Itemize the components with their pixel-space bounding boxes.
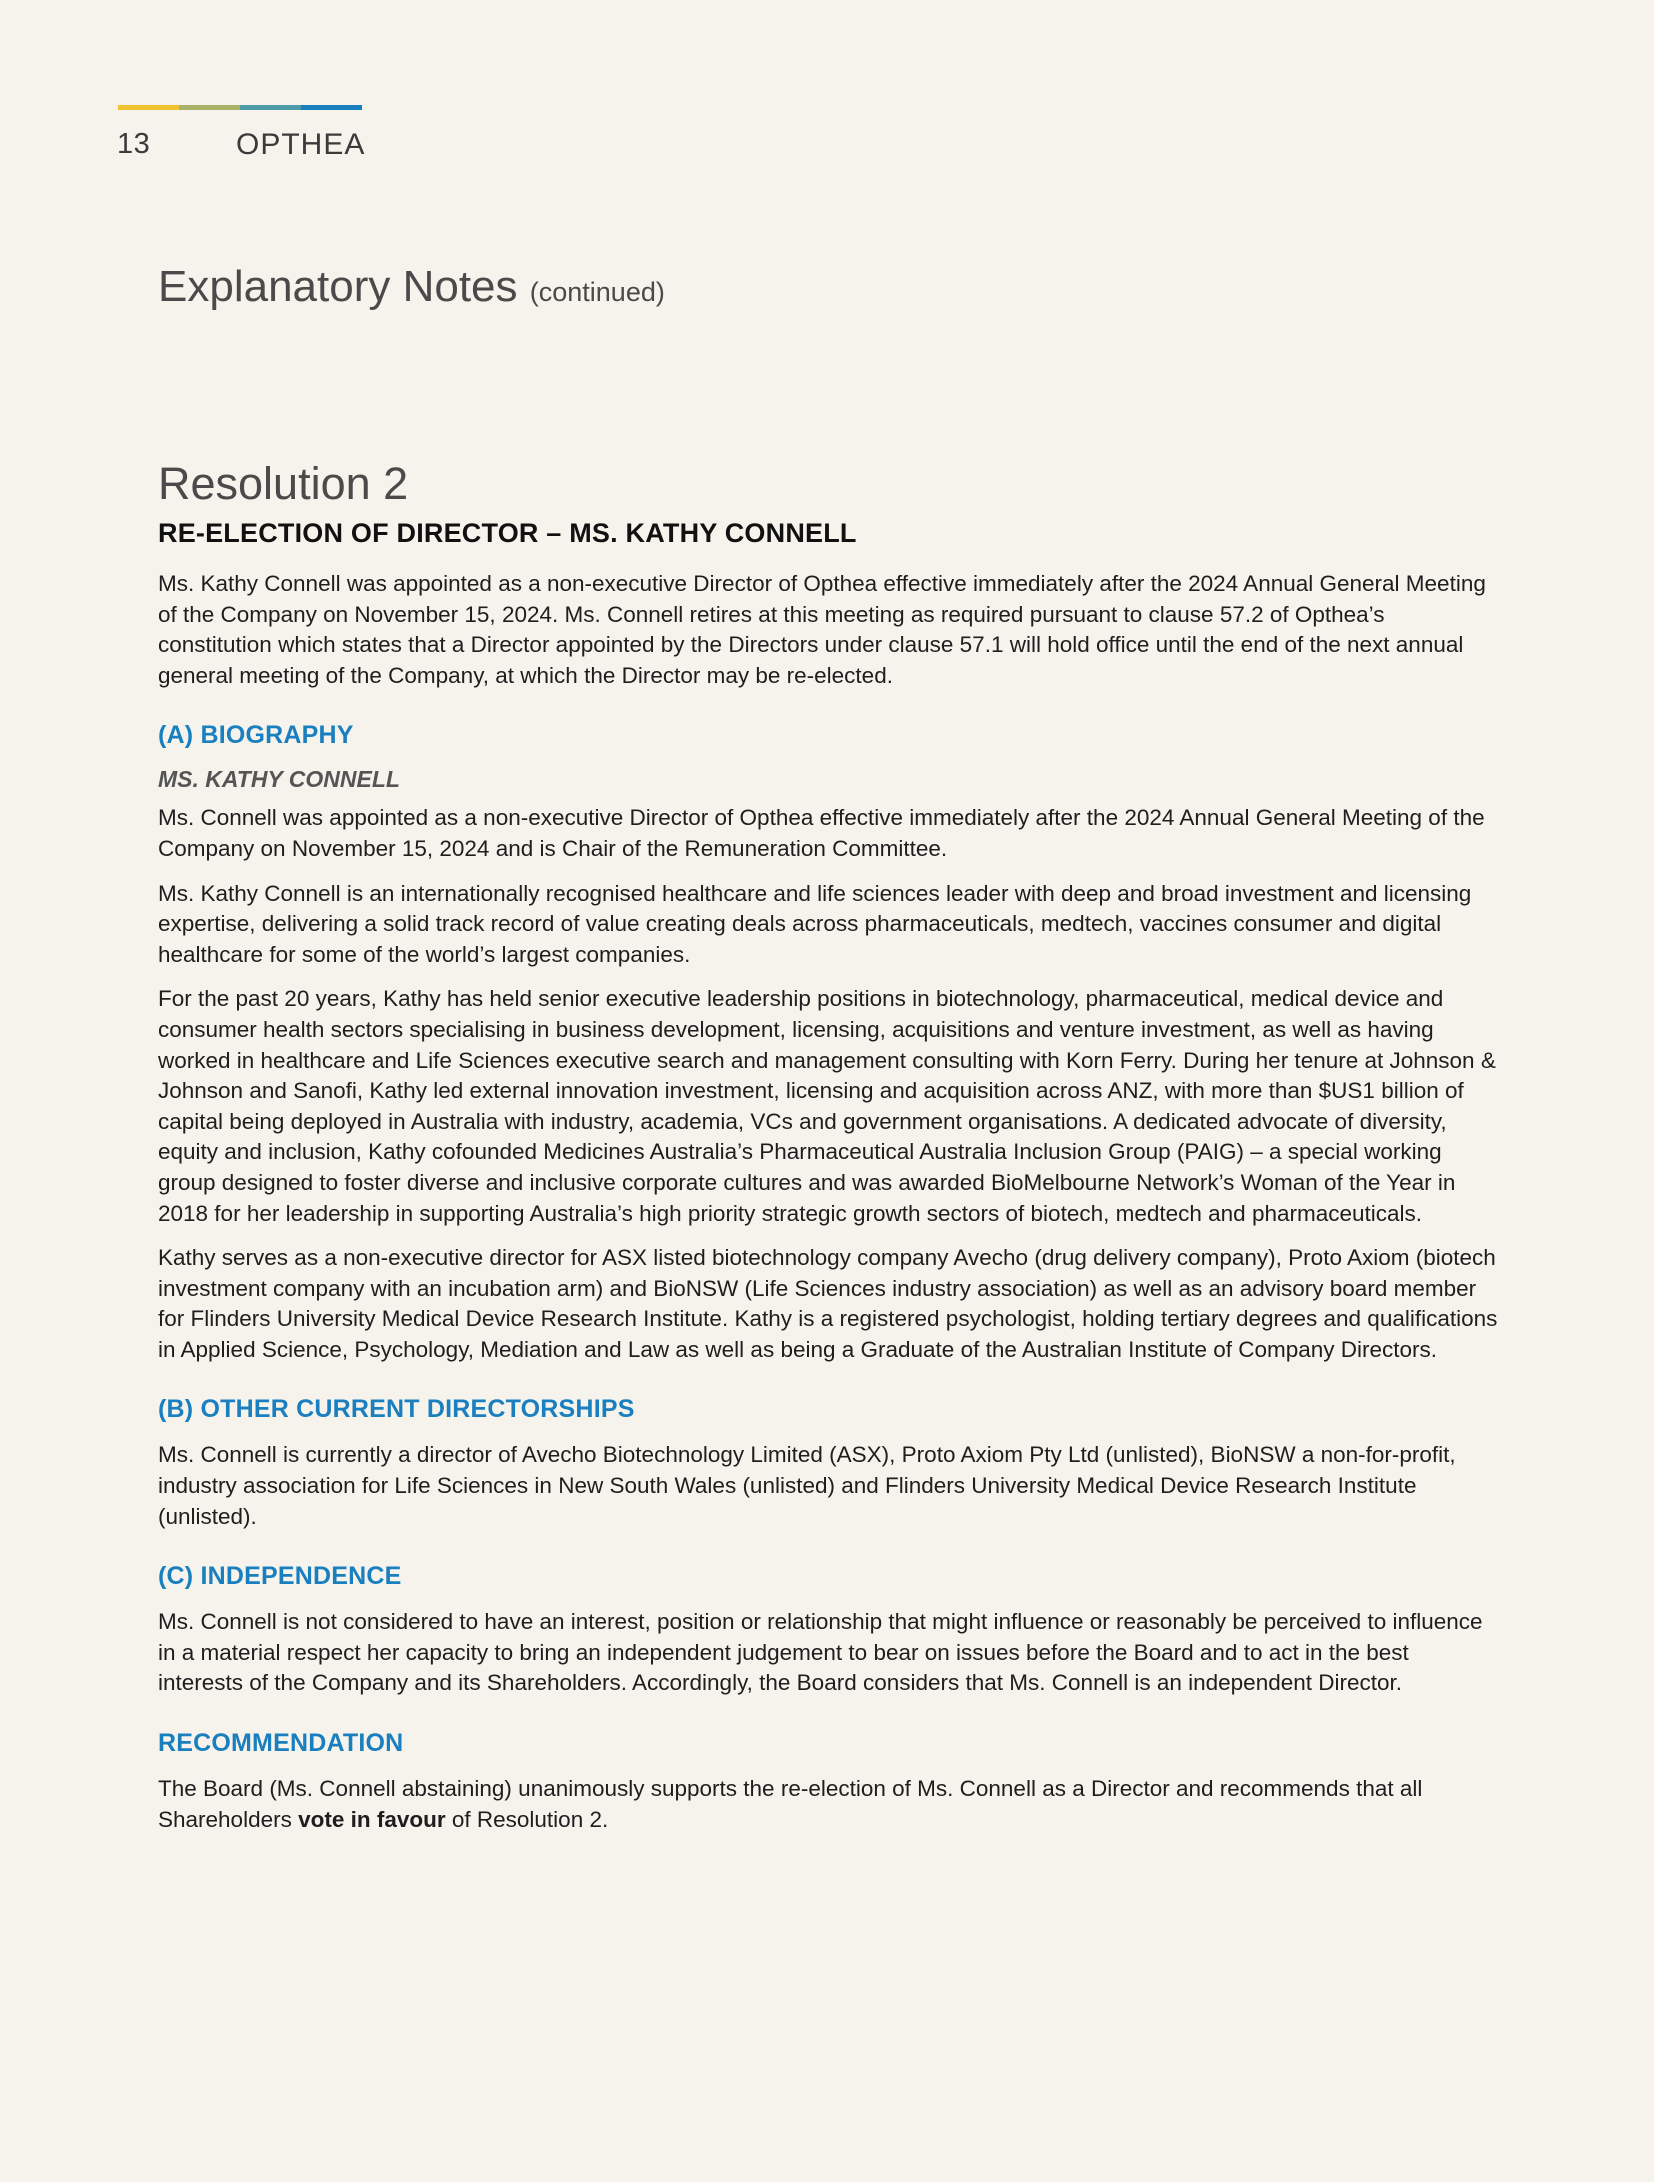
independence-text: Ms. Connell is not considered to have an interest, position or relationship that might influence or reasonably be perceived to influence in a material respect her capacity to bring an independent judgement to bear on issues before the Board and to act in the best interests of the Company and its Shareholders. Accordingly, the Board considers that Ms. Connell is an independent Director.: [158, 1609, 1483, 1696]
directorships-text: Ms. Connell is currently a director of Avecho Biotechnology Limited (ASX), Proto Axiom Pty Ltd (unlisted), BioNSW a non-for-profit, industry association for Life Sciences in New South Wales (unlisted) and Flinders University Medical Device Research Institute (unlisted).: [158, 1442, 1456, 1529]
section-title: [158, 262, 665, 312]
resolution-subtitle: RE-ELECTION OF DIRECTOR – MS. KATHY CONNELL: [158, 518, 857, 548]
biography-paragraph: For the past 20 years, Kathy has held senior executive leadership positions in biotechnology, pharmaceutical, medical device and consumer health sectors specialising in business development, licensing, acquisitions and venture investment, as well as having worked in healthcare and Life Sciences executive search and management consulting with Korn Ferry. During her tenure at Johnson & Johnson and Sanofi, Kathy led external innovation investment, licensing and acquisition across ANZ, with more than $US1 billion of capital being deployed in Australia with industry, academia, VCs and government organisations. A dedicated advocate of diversity, equity and inclusion, Kathy cofounded Medicines Australia’s Pharmaceutical Australia Inclusion Group (PAIG) – a special working group designed to foster diverse and inclusive corporate cultures and was awarded BioMelbourne Network’s Woman of the Year in 2018 for her leadership in supporting Australia’s high priority strategic growth sectors of biotech, medtech and pharmaceuticals.: [158, 986, 1496, 1226]
page-number: 13: [117, 128, 151, 160]
recommendation-text-before: The Board (Ms. Connell abstaining) unanimously supports the re-election of Ms. Connell as a Director and recommends that all Shareholders: [158, 1776, 1423, 1832]
resolution-intro: Ms. Kathy Connell was appointed as a non-executive Director of Opthea effective immediately after the 2024 Annual General Meeting of the Company on November 15, 2024. Ms. Connell retires at this meeting as required pursuant to clause 57.2 of Opthea’s constitution which states that a Director appointed by the Directors under clause 57.1 will hold office until the end of the next annual general meeting of the Company, at which the Director may be re-elected.: [158, 571, 1486, 688]
section-title-suffix: (continued): [529, 277, 665, 307]
resolution-title: Resolution 2: [158, 458, 409, 509]
recommendation-text-after: of Resolution 2.: [445, 1806, 609, 1832]
section-title-text: Explanatory Notes: [158, 262, 518, 311]
biography-paragraph: Ms. Connell was appointed as a non-executive Director of Opthea effective immediately after the 2024 Annual General Meeting of the Company on November 15, 2024 and is Chair of the Remuneration Committee.: [158, 805, 1485, 861]
brand-logo-text: OPTHEA: [236, 128, 366, 161]
biography-heading: (A) BIOGRAPHY: [158, 721, 354, 750]
independence-heading: (C) INDEPENDENCE: [158, 1562, 402, 1591]
directorships-heading: (B) OTHER CURRENT DIRECTORSHIPS: [158, 1395, 635, 1424]
header-color-bar: [118, 105, 362, 110]
color-bar-segment: [240, 105, 301, 110]
recommendation-heading: RECOMMENDATION: [158, 1729, 404, 1758]
recommendation-text: [158, 1774, 1498, 1835]
recommendation-emphasis: vote in favour: [298, 1806, 446, 1832]
color-bar-segment: [179, 105, 240, 110]
main-content: [158, 458, 1498, 1849]
biography-paragraph: Ms. Kathy Connell is an internationally recognised healthcare and life sciences leader with deep and broad investment and licensing expertise, delivering a solid track record of value creating deals across pharmaceuticals, medtech, vaccines consumer and digital healthcare for some of the world’s largest companies.: [158, 880, 1472, 967]
biography-name: MS. KATHY CONNELL: [158, 766, 400, 793]
biography-paragraph: Kathy serves as a non-executive director for ASX listed biotechnology company Avecho (drug delivery company), Proto Axiom (biotech investment company with an incubation arm) and BioNSW (Life Sciences industry association) as well as an advisory board member for Flinders University Medical Device Research Institute. Kathy is a registered psychologist, holding tertiary degrees and qualifications in Applied Science, Psychology, Mediation and Law as well as being a Graduate of the Australian Institute of Company Directors.: [158, 1245, 1498, 1362]
color-bar-segment: [301, 105, 362, 110]
color-bar-segment: [118, 105, 179, 110]
